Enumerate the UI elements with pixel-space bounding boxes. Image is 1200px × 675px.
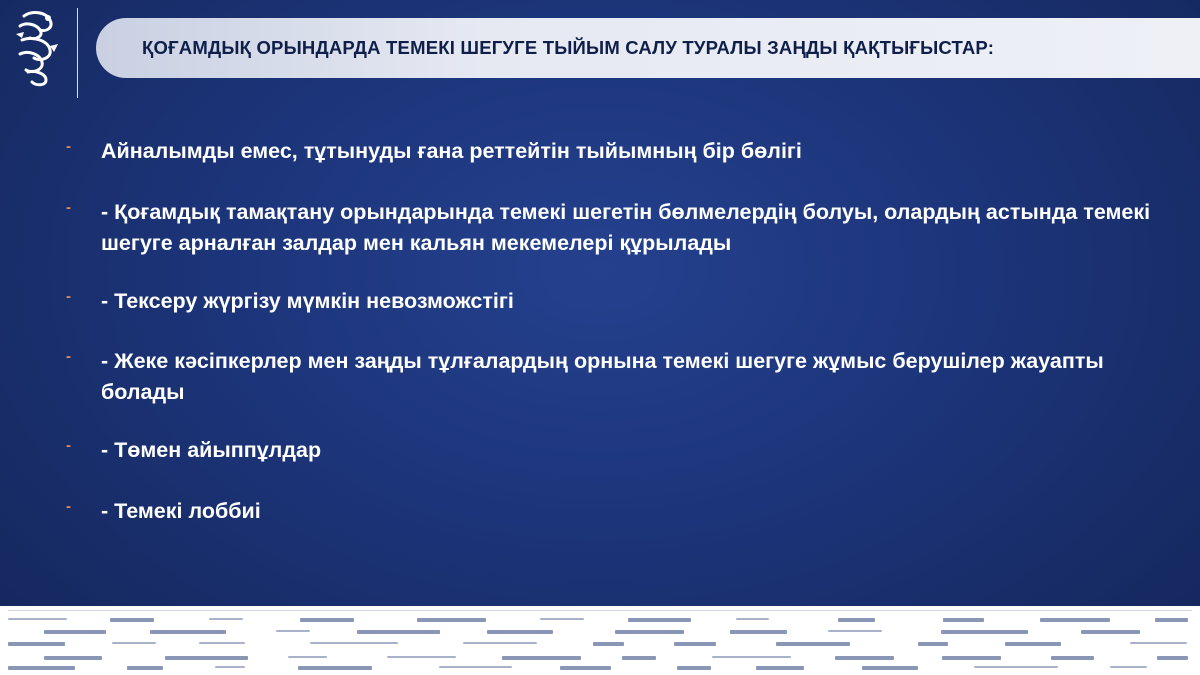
footer-text-block	[730, 630, 787, 634]
footer-text-block	[1005, 642, 1061, 646]
footer-text-block	[387, 656, 456, 658]
footer-text-block	[943, 618, 984, 622]
footer-text-block	[8, 666, 75, 670]
footer-text-block	[44, 656, 102, 660]
list-item-text: - Жеке кәсіпкерлер мен заңды тұлғалардың орнына темекі шегуге жұмыс берушілер жауапты болады	[101, 349, 1104, 404]
footer-text-block	[835, 656, 894, 660]
list-item-text: - Тексеру жүргізу мүмкін невозможстігі	[101, 289, 514, 313]
footer-text-block	[357, 630, 440, 634]
footer-text-block	[1040, 618, 1110, 622]
slide-title: ҚОҒАМДЫҚ ОРЫНДАРДА ТЕМЕКІ ШЕГУГЕ ТЫЙЫМ САЛУ ТУРАЛЫ ЗАҢДЫ ҚАҚТЫҒЫСТАР:	[142, 37, 995, 58]
footer-text-block	[776, 642, 850, 646]
footer-text-block	[1155, 618, 1188, 622]
title-bar	[96, 18, 1200, 78]
footer-text-block	[615, 630, 684, 634]
footer-text-block	[677, 666, 711, 670]
footer-text-block	[44, 630, 106, 634]
logo-divider	[77, 8, 78, 98]
footer-text-block	[127, 666, 163, 670]
footer-text-block	[918, 642, 948, 646]
footer-divider	[8, 610, 1192, 611]
footer-text-block	[736, 618, 769, 620]
footer-text-block	[215, 666, 245, 668]
footer-text-block	[674, 642, 716, 646]
footer-text-block	[712, 656, 791, 658]
footer-text-block	[628, 618, 691, 622]
bullet-marker: -	[66, 138, 71, 155]
footer-text-block	[862, 666, 918, 670]
footer-text-block	[1157, 656, 1188, 660]
footer-text-block	[150, 630, 226, 634]
footer-text-block	[560, 666, 611, 670]
list-item-text: - Темекі лоббиі	[101, 499, 261, 523]
footer-text-block	[487, 630, 553, 634]
footer-text-block	[942, 656, 1001, 660]
footer-text-block	[112, 642, 156, 644]
footer-text-block	[199, 642, 245, 644]
footer-text-block	[540, 618, 584, 620]
footer-strip	[8, 612, 1192, 670]
list-item-text: - Төмен айыппұлдар	[101, 438, 322, 462]
footer-text-block	[209, 618, 243, 620]
footer-text-block	[1081, 630, 1140, 634]
footer-text-block	[1130, 642, 1187, 644]
footer-text-block	[439, 666, 512, 668]
footer-text-block	[974, 666, 1058, 668]
footer-text-block	[165, 656, 248, 660]
footer-text-block	[288, 656, 327, 658]
list-item-text: Айналымды емес, тұтынуды ғана реттейтін тыйымның бір бөлігі	[101, 139, 802, 163]
bullet-marker: -	[66, 437, 71, 454]
footer-text-block	[310, 642, 398, 644]
footer-text-block	[1051, 656, 1094, 660]
list-item-text: - Қоғамдық тамақтану орындарында темекі шегетін бөлмелердің болуы, олардың астында темекі шегуге арналған залдар мен кальян мекемелері құрылады	[101, 200, 1151, 255]
bullet-marker: -	[66, 498, 71, 515]
footer-text-block	[838, 618, 875, 622]
footer-text-block	[502, 656, 581, 660]
footer-text-block	[622, 656, 656, 660]
footer-text-block	[828, 630, 882, 632]
footer-text-block	[463, 642, 537, 644]
footer-text-block	[298, 666, 372, 670]
footer-text-block	[593, 642, 624, 646]
footer-text-block	[276, 630, 310, 632]
footer-text-block	[110, 618, 154, 622]
footer-text-block	[1110, 666, 1147, 668]
footer-text-block	[756, 666, 804, 670]
footer-text-block	[8, 618, 67, 620]
footer-text-block	[300, 618, 354, 622]
footer-text-block	[941, 630, 1028, 634]
emblem-logo-icon	[10, 8, 62, 88]
footer-watermark-pattern	[0, 606, 1200, 675]
footer-text-block	[8, 642, 65, 646]
bullet-marker: -	[66, 199, 71, 216]
bullet-marker: -	[66, 348, 71, 365]
bullet-marker: -	[66, 288, 71, 305]
footer-text-block	[417, 618, 486, 622]
